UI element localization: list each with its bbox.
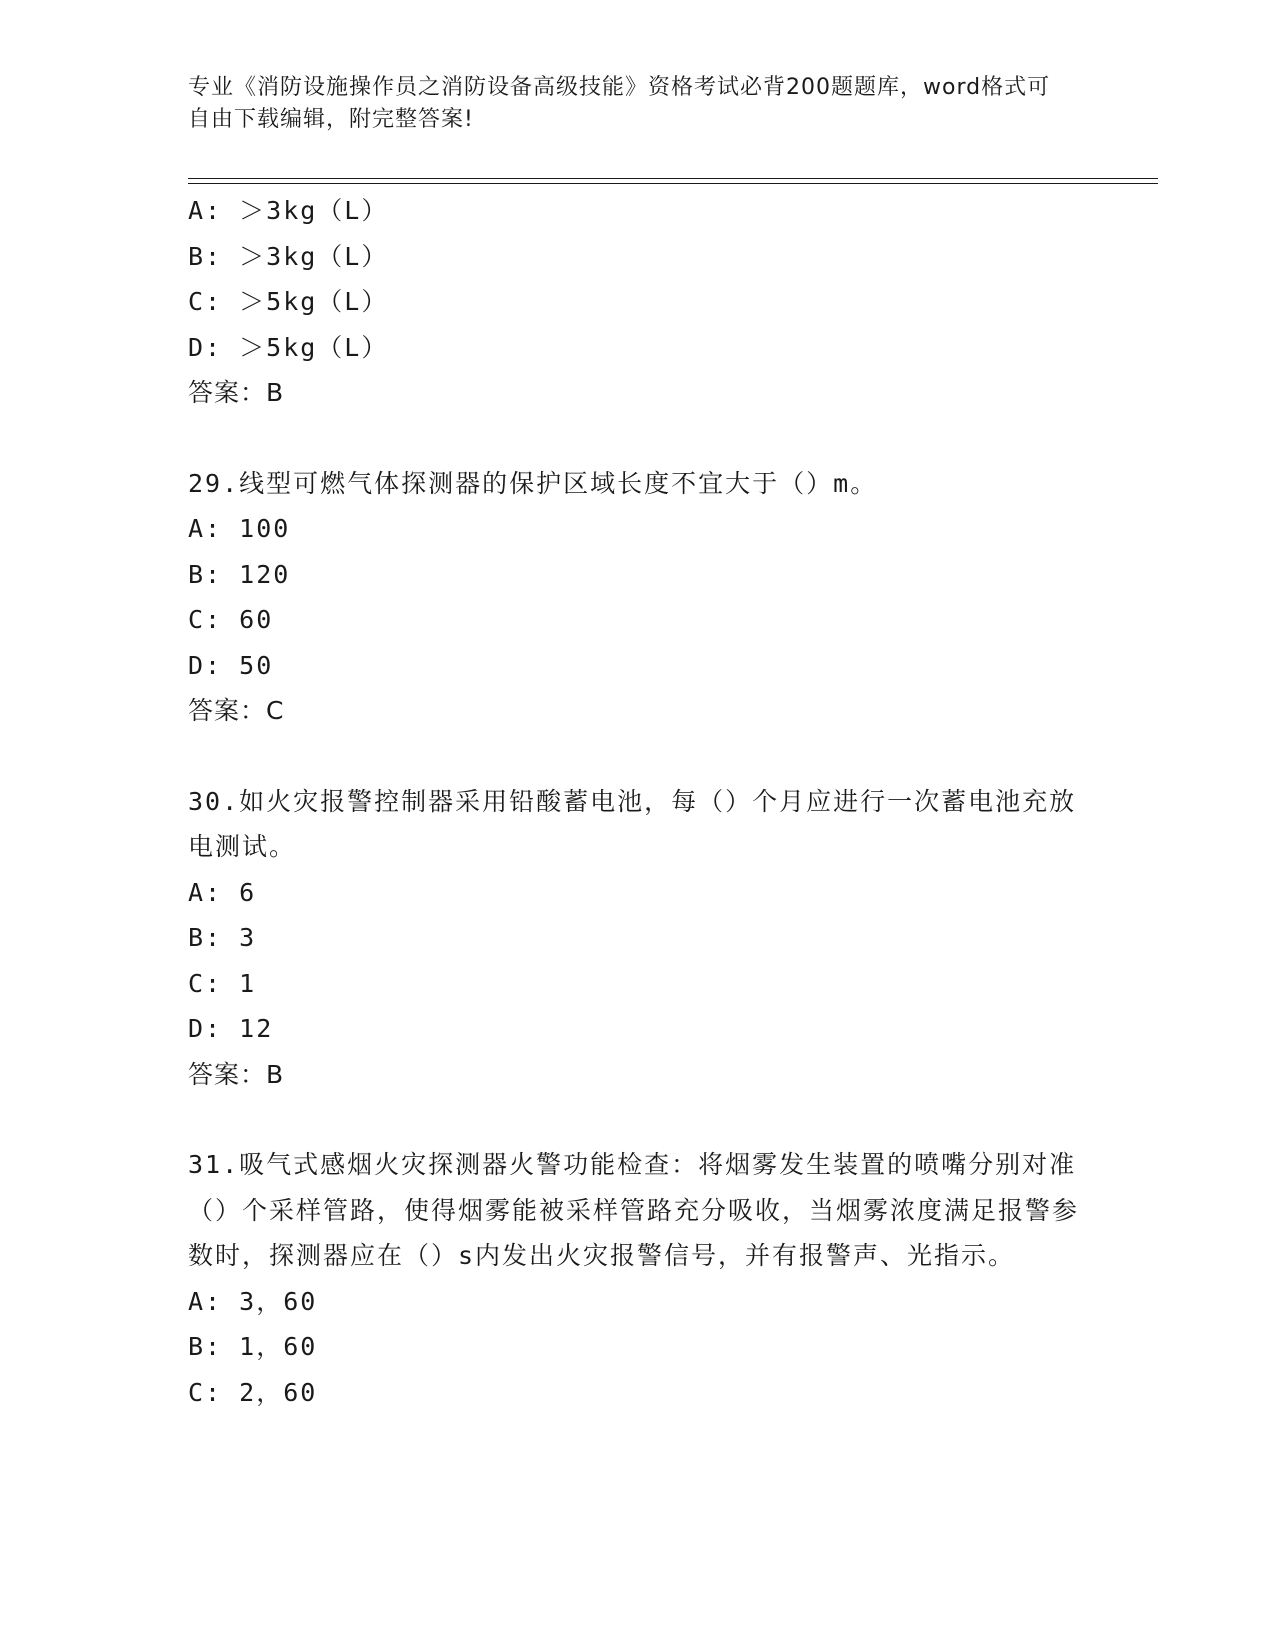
question-29 — [188, 461, 1108, 734]
question-30 — [188, 779, 1108, 1098]
option-c: C: 2，60 — [188, 1377, 318, 1407]
option-d: D: 50 — [188, 650, 274, 680]
answer: 答案：B — [188, 1059, 285, 1089]
option-a: A: 100 — [188, 514, 291, 543]
option-a: A: 3，60 — [188, 1286, 318, 1316]
answer: 答案：C — [188, 696, 285, 725]
answer: 答案：B — [188, 378, 285, 407]
option-b: B: 120 — [188, 559, 291, 589]
option-b: B: ＞3kg（L） — [188, 241, 389, 271]
option-c: C: 1 — [188, 968, 257, 998]
option-a: A: ＞3kg（L） — [188, 196, 389, 225]
question-list — [188, 188, 1108, 1415]
document-header: 专业《消防设施操作员之消防设备高级技能》资格考试必背200题题库，word格式可自由下载编辑，附完整答案! — [188, 75, 1051, 132]
header-divider-bottom — [188, 183, 1158, 184]
option-a: A: 6 — [188, 877, 257, 907]
header-divider-top — [188, 178, 1158, 179]
option-d: D: ＞5kg（L） — [188, 332, 389, 362]
question-text: 30.如火灾报警控制器采用铅酸蓄电池，每（）个月应进行一次蓄电池充放电测试。 — [188, 786, 1077, 861]
option-d: D: 12 — [188, 1014, 274, 1043]
option-b: B: 1，60 — [188, 1332, 318, 1361]
question-text: 31.吸气式感烟火灾探测器火警功能检查：将烟雾发生装置的喷嘴分别对准（）个采样管路，使得烟雾能被采样管路充分吸收，当烟雾浓度满足报警参数时，探测器应在（）s内发出火灾报警信号，并有报警声、光指示。 — [188, 1150, 1080, 1270]
option-c: C: ＞5kg（L） — [188, 287, 389, 316]
question-28 — [188, 188, 1108, 416]
question-text: 29.线型可燃气体探测器的保护区域长度不宜大于（）m。 — [188, 468, 878, 498]
question-31 — [188, 1142, 1108, 1415]
option-b: B: 3 — [188, 923, 257, 952]
option-c: C: 60 — [188, 605, 274, 634]
